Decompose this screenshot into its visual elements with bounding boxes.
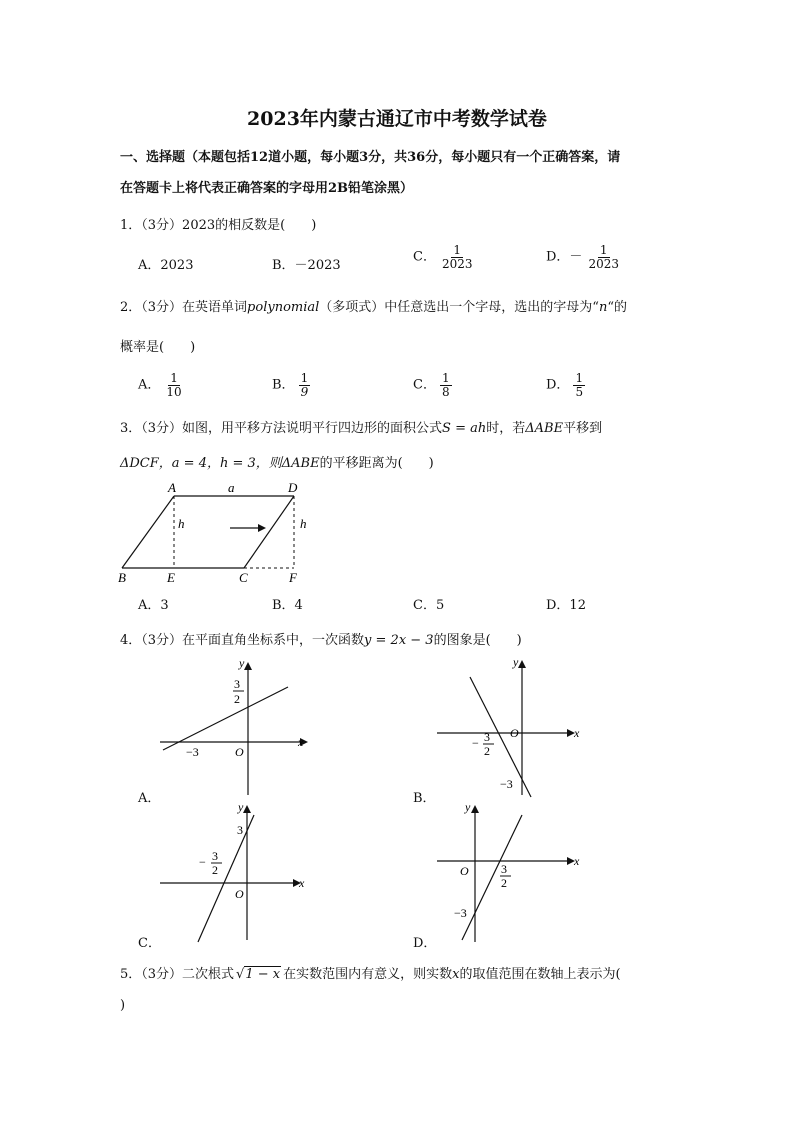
q1-option-d-label: D．－ xyxy=(546,249,583,265)
q2-option-d xyxy=(546,372,585,398)
q2-stem-part3: “的 xyxy=(607,300,627,315)
q3-stem-part3: 平移到 xyxy=(563,421,603,436)
graph-d-frac-num: 3 xyxy=(501,862,507,876)
fig-label-c: C xyxy=(239,570,248,585)
graph-a-frac-den: 2 xyxy=(234,692,240,706)
q3-triangle-dcf: ΔDCF xyxy=(120,456,159,471)
fig-side-cd xyxy=(244,496,294,568)
graph-d-line xyxy=(462,815,522,940)
q2-a-numerator: 1 xyxy=(170,371,178,385)
graph-b-x-label: x xyxy=(574,726,580,740)
graph-d-x-label: x xyxy=(574,854,580,868)
graph-a-line xyxy=(163,687,288,750)
q3-conditions: ，a = 4，h = 3，则 xyxy=(158,456,282,471)
q2-stem-line2: 概率是( ) xyxy=(120,340,196,355)
q4-option-a: A． xyxy=(138,791,161,806)
q2-option-a xyxy=(138,372,184,398)
graph-d-y-label: y xyxy=(465,800,471,814)
q2-option-b xyxy=(272,372,310,398)
q4-graph-d xyxy=(432,800,592,945)
graph-b-minus: − xyxy=(472,736,479,750)
q4-function: y = 2x − 3 xyxy=(364,633,434,648)
q5-stem-part3: 的取值范围在数轴上表示为( xyxy=(459,967,621,982)
fig-label-a: A xyxy=(168,480,176,495)
q2-option-c-label: C． xyxy=(413,377,436,393)
q1-c-numerator: 1 xyxy=(453,243,462,257)
q2-option-a-label: A． xyxy=(138,377,161,393)
q2-stem xyxy=(120,296,627,315)
graph-b-frac-den: 2 xyxy=(484,744,490,758)
graph-b-frac-num: 3 xyxy=(484,730,490,744)
q1-option-c-fraction xyxy=(440,244,475,270)
q2-option-c-fraction xyxy=(440,372,452,398)
q1-option-c xyxy=(413,244,475,270)
q1-d-numerator: 1 xyxy=(599,243,608,257)
q2-a-denominator: 10 xyxy=(166,384,182,399)
q1-stem: 1．（3分）2023的相反数是( ) xyxy=(120,218,317,233)
q2-option-d-label: D． xyxy=(546,377,570,393)
graph-a-frac-num: 3 xyxy=(234,677,240,691)
fig-label-h-left: h xyxy=(178,516,185,531)
q4-stem-part1: 4．（3分）在平面直角坐标系中，一次函数 xyxy=(120,633,365,648)
q5-stem-part1: 5．（3分）二次根式 xyxy=(120,967,235,982)
q2-letter: n xyxy=(598,300,608,315)
q1-option-c-label: C． xyxy=(413,249,436,265)
q2-b-numerator: 1 xyxy=(300,371,309,385)
q2-d-numerator: 1 xyxy=(575,371,584,385)
q3-option-b: B．4 xyxy=(272,598,303,613)
q3-option-a: A．3 xyxy=(138,598,169,613)
q2-option-d-fraction xyxy=(573,372,585,398)
q4-option-d: D． xyxy=(413,936,437,951)
q3-stem-part1: 3．（3分）如图，用平移方法说明平行四边形的面积公式 xyxy=(120,421,443,436)
graph-a-y-arrow xyxy=(244,662,252,670)
q4-option-b: B． xyxy=(413,791,436,806)
fig-label-b: B xyxy=(118,570,126,585)
q2-c-numerator: 1 xyxy=(441,371,450,385)
q3-stem-line2 xyxy=(120,452,434,471)
graph-c-y-label: y xyxy=(238,800,244,814)
graph-d-y-arrow xyxy=(471,805,479,813)
q1-option-d xyxy=(546,244,621,270)
q3-stem-part2: 时，若 xyxy=(486,421,526,436)
graph-a-y-label: y xyxy=(239,656,245,670)
q2-option-a-fraction xyxy=(164,372,183,398)
section-heading-line2: 在答题卡上将代表正确答案的字母用2B铅笔涂黑） xyxy=(120,181,414,196)
fig-label-d: D xyxy=(288,480,298,495)
fig-label-e: E xyxy=(167,570,175,585)
q2-option-b-label: B． xyxy=(272,377,295,393)
q5-radicand: 1 − x xyxy=(245,967,281,982)
q3-formula: S = ah xyxy=(442,421,487,436)
graph-b-y-label: y xyxy=(513,655,519,669)
graph-c-frac-num: 3 xyxy=(212,849,218,863)
q2-d-denominator: 5 xyxy=(575,384,584,399)
page-title: 2023年内蒙古通辽市中考数学试卷 xyxy=(247,108,547,130)
q3-parallelogram-figure xyxy=(112,478,322,586)
q4-graph-a xyxy=(155,655,320,800)
q3-option-d: D．12 xyxy=(546,598,586,613)
q4-stem xyxy=(120,629,522,648)
q1-d-denominator: 2023 xyxy=(588,256,619,271)
graph-a-x-label: x xyxy=(298,735,304,749)
sqrt-icon: √ xyxy=(236,967,245,982)
q4-stem-part2: 的图象是( ) xyxy=(433,633,522,648)
q2-c-denominator: 8 xyxy=(441,384,450,399)
q2-option-c xyxy=(413,372,452,398)
q1-option-a: A．2023 xyxy=(138,258,194,273)
fig-side-ab xyxy=(122,496,174,568)
q1-option-d-fraction xyxy=(586,244,621,270)
q3-option-c: C．5 xyxy=(413,598,445,613)
graph-b-origin: O xyxy=(510,726,519,740)
q2-stem-part2: （多项式）中任意选出一个字母，选出的字母为“ xyxy=(319,300,599,315)
fig-arrow-head xyxy=(258,524,266,532)
q2-option-b-fraction xyxy=(299,372,311,398)
graph-c-origin: O xyxy=(235,887,244,901)
q5-stem-part2: 在实数范围内有意义，则实数 xyxy=(283,967,453,982)
q5-variable: x xyxy=(452,967,460,982)
section-heading-line1: 一、选择题（本题包括12道小题，每小题3分，共36分，每小题只有一个正确答案，请 xyxy=(120,150,621,165)
graph-a-origin: O xyxy=(235,745,244,759)
graph-b-neg3: −3 xyxy=(500,777,513,791)
q5-stem-line1 xyxy=(120,963,621,982)
graph-c-minus: − xyxy=(199,855,206,869)
q3-stem-part4: 的平移距离为( ) xyxy=(319,456,434,471)
graph-d-origin: O xyxy=(460,864,469,878)
q3-stem-line1 xyxy=(120,417,602,436)
q2-stem-part1: 2．（3分）在英语单词 xyxy=(120,300,248,315)
graph-d-frac-den: 2 xyxy=(501,876,507,890)
graph-c-pos3: 3 xyxy=(237,823,243,837)
q3-triangle-abe: ΔABE xyxy=(525,421,564,436)
q1-option-b: B．－2023 xyxy=(272,258,341,273)
graph-b-y-arrow xyxy=(518,660,526,668)
graph-c-frac-den: 2 xyxy=(212,863,218,877)
graph-a-neg3: −3 xyxy=(186,745,199,759)
q4-graph-c xyxy=(155,800,320,945)
q5-sqrt xyxy=(236,967,281,982)
graph-d-neg3: −3 xyxy=(454,906,467,920)
q3-triangle-abe-2: ΔABE xyxy=(281,456,320,471)
fig-label-f: F xyxy=(289,570,297,585)
graph-c-x-label: x xyxy=(299,876,305,890)
fig-label-a-side: a xyxy=(228,480,235,495)
q4-option-c: C． xyxy=(138,936,161,951)
q1-c-denominator: 2023 xyxy=(441,256,473,271)
q4-graph-b xyxy=(432,655,592,800)
q5-stem-line2: ) xyxy=(120,998,126,1013)
graph-c-line xyxy=(198,815,254,942)
graph-c-y-arrow xyxy=(243,805,251,813)
q2-word: polynomial xyxy=(247,300,320,315)
fig-label-h-right: h xyxy=(300,516,307,531)
q2-b-denominator: 9 xyxy=(300,384,309,399)
